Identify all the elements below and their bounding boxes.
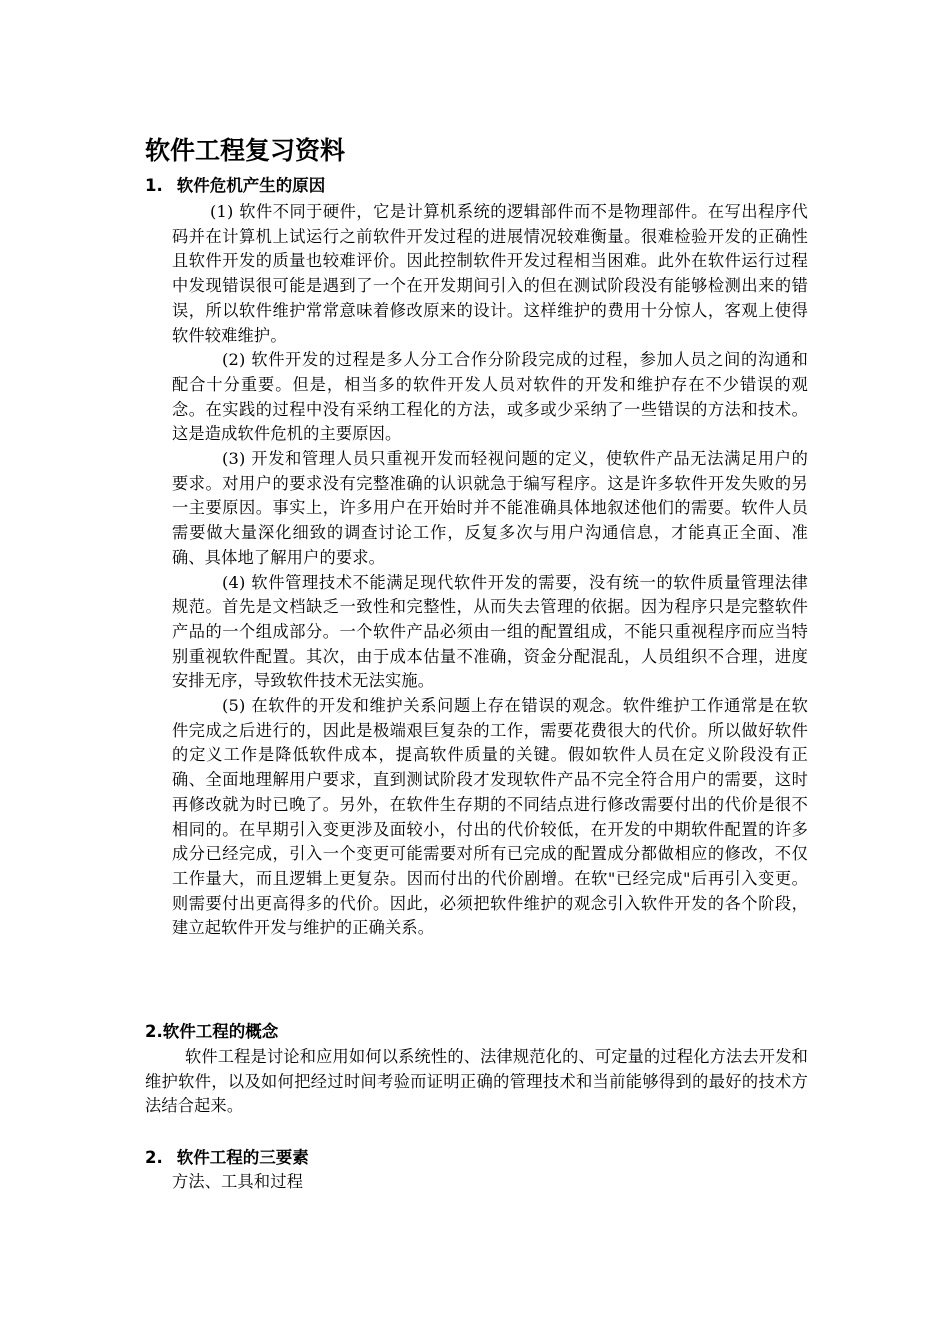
paragraph: (2) 软件开发的过程是多人分工合作分阶段完成的过程，参加人员之间的沟通和配合十分重要。但是，相当多的软件开发人员对软件的开发和维护存在不少错误的观念。在实践的过程中没有采纳工程化的方法，或多或少采纳了一些错误的方法和技术。这是造成软件危机的主要原因。 xyxy=(172,350,808,444)
section-heading-1 xyxy=(145,173,325,199)
section-title: 软件危机产生的原因 xyxy=(176,176,326,195)
paragraph: 方法、工具和过程 xyxy=(172,1172,304,1191)
document-title: 软件工程复习资料 xyxy=(145,136,346,165)
section-body-2 xyxy=(145,1045,808,1119)
section-heading-2 xyxy=(145,1019,278,1045)
section-body-1 xyxy=(172,200,808,941)
paragraph: (1) 软件不同于硬件，它是计算机系统的逻辑部件而不是物理部件。在写出程序代码并在计算机上试运行之前软件开发过程的进展情况较难衡量。很难检验开发的正确性且软件开发的质量也较难评价。因此控制软件开发过程相当困难。此外在软件运行过程中发现错误很可能是遇到了一个在开发期间引入的但在测试阶段没有能够检测出来的错误，所以软件维护常常意味着修改原来的设计。这样维护的费用十分惊人，客观上使得软件较难维护。 xyxy=(172,202,808,345)
section-number: 1. xyxy=(145,176,163,195)
paragraph: 软件工程是讨论和应用如何以系统性的、法律规范化的、可定量的过程化方法去开发和维护软件，以及如何把经过时间考验而证明正确的管理技术和当前能够得到的最好的技术方法结合起来。 xyxy=(145,1047,808,1116)
section-heading-3 xyxy=(145,1145,309,1171)
paragraph: (3) 开发和管理人员只重视开发而轻视问题的定义，使软件产品无法满足用户的要求。对用户的要求没有完整准确的认识就急于编写程序。这是许多软件开发失败的另一主要原因。事实上，许多用户在开始时并不能准确具体地叙述他们的需要。软件人员需要做大量深化细致的调查讨论工作，反复多次与用户沟通信息，才能真正全面、准确、具体地了解用户的要求。 xyxy=(172,449,808,567)
section-title: 软件工程的概念 xyxy=(162,1022,279,1041)
section-title: 软件工程的三要素 xyxy=(176,1148,309,1167)
paragraph: (4) 软件管理技术不能满足现代软件开发的需要，没有统一的软件质量管理法律规范。首先是文档缺乏一致性和完整性，从而失去管理的依据。因为程序只是完整软件产品的一个组成部分。一个软件产品必须由一组的配置组成，不能只重视程序而应当特别重视软件配置。其次，由于成本估量不准确，资金分配混乱，人员组织不合理，进度安排无序，导致软件技术无法实施。 xyxy=(172,572,808,691)
section-body-3 xyxy=(172,1170,303,1195)
section-number: 2. xyxy=(145,1022,163,1041)
paragraph: (5) 在软件的开发和维护关系问题上存在错误的观念。软件维护工作通常是在软件完成之后进行的，因此是极端艰巨复杂的工作，需要花费很大的代价。所以做好软件的定义工作是降低软件成本，提高软件质量的关键。假如软件人员在定义阶段没有正确、全面地理解用户要求，直到测试阶段才发现软件产品不完全符合用户的需要，这时再修改就为时已晚了。另外，在软件生存期的不同结点进行修改需要付出的代价是很不相同的。在早期引入变更涉及面较小，付出的代价较低，在开发的中期软件配置的许多成分已经完成，引入一个变更可能需要对所有已完成的配置成分都做相应的修改，不仅工作量大，而且逻辑上更复杂。因而付出的代价剧增。在软"已经完成"后再引入变更。则需要付出更高得多的代价。因此，必须把软件维护的观念引入软件开发的各个阶段，建立起软件开发与维护的正确关系。 xyxy=(172,696,808,938)
section-number: 2. xyxy=(145,1148,163,1167)
